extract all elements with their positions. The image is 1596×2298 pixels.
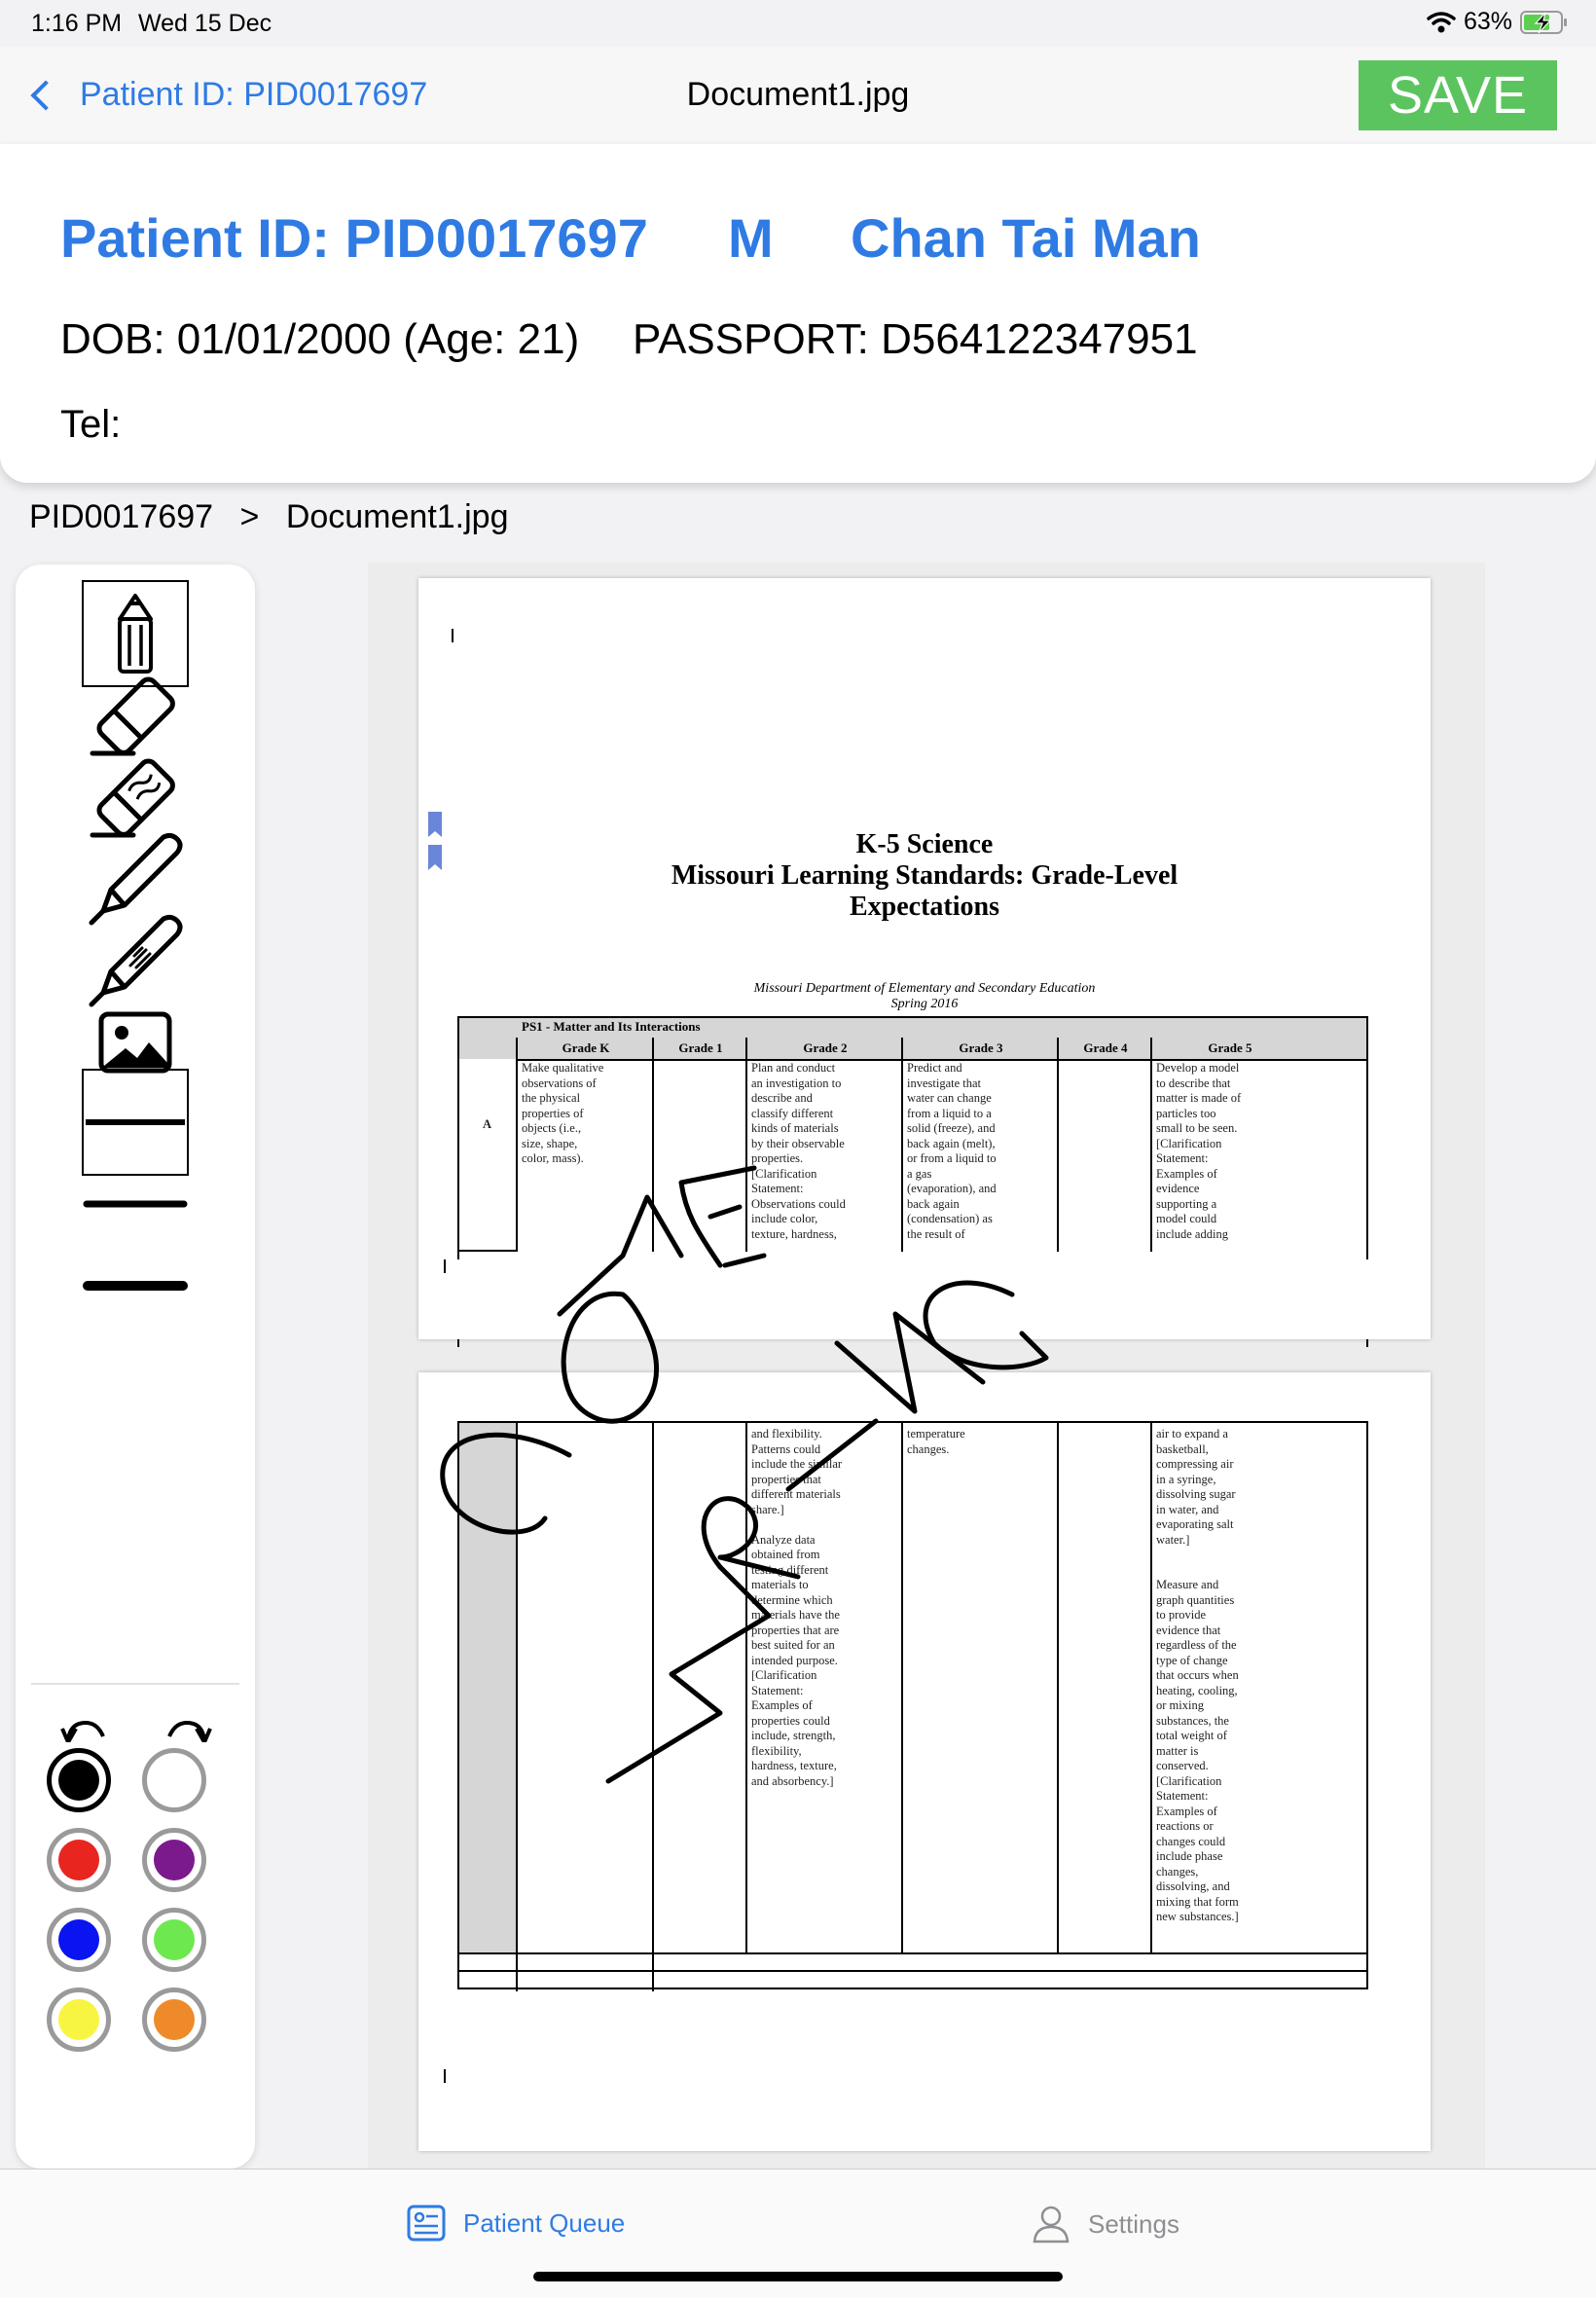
- column-divider: [1057, 1038, 1059, 1252]
- breadcrumb-file: Document1.jpg: [285, 498, 509, 535]
- patient-name: Chan Tai Man: [851, 207, 1201, 269]
- swatch-dot: [58, 1919, 99, 1960]
- line-thick-icon: [84, 1113, 187, 1132]
- back-label: Patient ID: PID0017697: [80, 76, 428, 113]
- column-divider: [901, 1038, 903, 1252]
- status-bar: [0, 0, 1596, 47]
- home-indicator: [533, 2272, 1063, 2281]
- battery-charging-icon: [1520, 10, 1569, 35]
- navigation-bar: [0, 47, 1596, 145]
- tab-patient-queue-label: Patient Queue: [463, 2207, 626, 2238]
- row-label-cell: [459, 1059, 516, 1250]
- page-mark: [452, 629, 453, 642]
- column-divider: [1150, 1423, 1152, 1952]
- status-right: [1427, 8, 1569, 36]
- table-header-row: [459, 1038, 1366, 1061]
- cell-grade-5: Develop a model to describe that matter is made of particles too small to be seen. [Clarification Statement: Examples of evidence supporting a model could include adding: [1156, 1061, 1242, 1241]
- undo-icon: [60, 1717, 105, 1742]
- swatch-dot: [58, 1840, 99, 1880]
- patient-card-icon: [407, 2205, 446, 2242]
- page-footer: [418, 1259, 1431, 1339]
- tab-settings[interactable]: [1032, 2205, 1179, 2243]
- line-bold-tool[interactable]: [82, 1232, 189, 1339]
- swatch-dot: [154, 1919, 195, 1960]
- color-swatch-black[interactable]: [47, 1748, 111, 1812]
- page-mark: [444, 1259, 446, 1273]
- document-title-line1: K-5 Science: [855, 829, 994, 859]
- column-divider: [516, 1038, 518, 1252]
- document-page-2: [418, 1372, 1431, 2151]
- color-swatch-blue[interactable]: [47, 1908, 111, 1972]
- column-divider: [1150, 1038, 1152, 1252]
- swatch-dot: [154, 1999, 195, 2040]
- patient-sex: M: [728, 207, 774, 269]
- color-swatch-yellow[interactable]: [47, 1988, 111, 2052]
- wifi-icon: [1427, 11, 1456, 34]
- swatch-dot: [154, 1840, 195, 1880]
- cell-grade-k: Make qualitative observations of the physical properties of objects (i.e., size, shape, color, mass).: [522, 1061, 604, 1165]
- cell-grade-3: temperature changes.: [907, 1427, 965, 1456]
- standards-table-page2: [457, 1421, 1368, 1989]
- patient-dob: DOB: 01/01/2000 (Age: 21): [60, 315, 580, 363]
- patient-tel: Tel:: [60, 403, 122, 446]
- color-swatch-orange[interactable]: [142, 1988, 206, 2052]
- cell-grade-2: and flexibility. Patterns could include the similar properties that different materials share.] Analyze data obtained from testing different materials to determine which materials have the properties that are best suited for an intended purpose. [Clarification Statement: Examples of properties could include, strength, flexibility, hardness, texture, and absorbency.]: [751, 1427, 843, 1788]
- breadcrumb: [29, 498, 526, 536]
- line-bold-icon: [83, 1274, 188, 1297]
- breadcrumb-root[interactable]: PID0017697: [29, 498, 214, 535]
- nav-title: Document1.jpg: [686, 76, 910, 113]
- column-divider: [745, 1038, 747, 1252]
- swatch-dot: [154, 1760, 195, 1801]
- cell-grade-5: air to expand a basketball, compressing air in a syringe, dissolving sugar in water, and evaporating salt water.] Measure and graph quantities to provide evidence that regardless of the type of change that occurs when heating, cooling, or mixing substances, the total weight of matter is conserved. [Clarification Statement: Examples of reactions or changes could include phase changes, dissolving, and mixing that form new substances.]: [1156, 1427, 1239, 1923]
- row-divider: [459, 1250, 516, 1252]
- column-divider: [652, 1423, 654, 1991]
- undo-button[interactable]: [60, 1717, 105, 1747]
- document-canvas[interactable]: [368, 563, 1485, 2169]
- header-grade-5: Grade 5: [1208, 1040, 1252, 1055]
- tab-patient-queue[interactable]: [407, 2205, 625, 2242]
- document-title-line2: Missouri Learning Standards: Grade-Level: [671, 860, 1179, 891]
- document-page-1: [418, 578, 1431, 1339]
- column-divider: [516, 1423, 518, 1991]
- color-swatch-white[interactable]: [142, 1748, 206, 1812]
- row-divider: [459, 1952, 1366, 1954]
- cell-grade-2: Plan and conduct an investigation to describe and classify different kinds of materials by their observable properties. [Clarification Statement: Observations could include color, texture, hardness,: [751, 1061, 846, 1241]
- breadcrumb-separator: >: [239, 498, 260, 535]
- column-divider: [652, 1038, 654, 1252]
- toolbar-divider: [31, 1683, 239, 1685]
- header-grade-4: Grade 4: [1083, 1040, 1128, 1055]
- patient-card: [0, 144, 1596, 483]
- drawing-toolbar: [16, 565, 255, 2169]
- column-divider: [1057, 1423, 1059, 1952]
- swatch-dot: [58, 1999, 99, 2040]
- patient-id: Patient ID: PID0017697: [60, 207, 648, 269]
- row-label-cell: [459, 1423, 516, 1952]
- color-swatch-purple[interactable]: [142, 1828, 206, 1892]
- swatch-dot: [58, 1760, 99, 1801]
- color-swatch-green[interactable]: [142, 1908, 206, 1972]
- image-icon: [98, 1011, 172, 1074]
- battery-percent: 63%: [1463, 8, 1512, 35]
- cell-grade-3: Predict and investigate that water can change from a liquid to a solid (freeze), and back again (melt), or from a liquid to a gas (evaporation), and back again (condensation) as the result of: [907, 1061, 997, 1241]
- document-title-line3: Expectations: [850, 892, 999, 922]
- header-grade-1: Grade 1: [678, 1040, 723, 1055]
- table-title-row: [459, 1018, 1366, 1040]
- tab-settings-label: Settings: [1088, 2208, 1179, 2239]
- document-subtitle-line2: Spring 2016: [890, 997, 959, 1011]
- header-grade-k: Grade K: [562, 1040, 610, 1055]
- status-time: 1:16 PM: [31, 10, 123, 37]
- redo-icon: [167, 1717, 212, 1742]
- status-date: Wed 15 Dec: [138, 10, 272, 37]
- column-divider: [901, 1423, 903, 1952]
- patient-passport: PASSPORT: D564122347951: [633, 315, 1198, 363]
- column-divider: [745, 1423, 747, 1952]
- redo-button[interactable]: [167, 1717, 212, 1747]
- table-title: PS1 - Matter and Its Interactions: [522, 1019, 701, 1034]
- row-divider: [459, 1970, 1366, 1972]
- color-swatch-red[interactable]: [47, 1828, 111, 1892]
- header-grade-3: Grade 3: [959, 1040, 1003, 1055]
- line-medium-icon: [83, 1194, 188, 1214]
- document-subtitle-line1: Missouri Department of Elementary and Secondary Education: [753, 981, 1096, 996]
- header-grade-2: Grade 2: [803, 1040, 848, 1055]
- page-mark: [444, 2069, 446, 2083]
- person-icon: [1032, 2205, 1070, 2243]
- save-button[interactable]: SAVE: [1359, 60, 1557, 130]
- row-label: A: [483, 1117, 492, 1131]
